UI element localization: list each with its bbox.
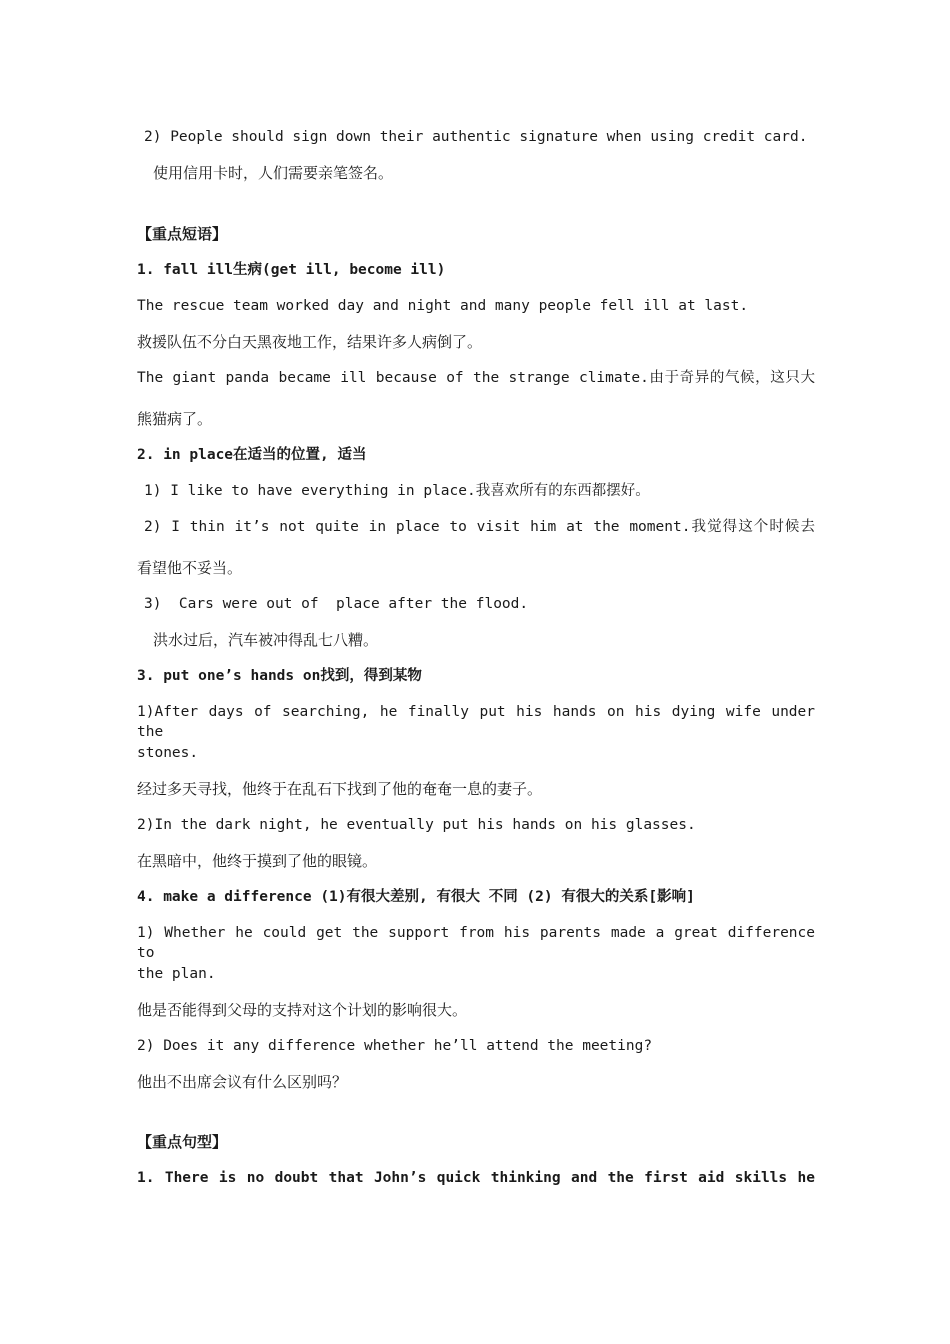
section-heading-key-sentences: 【重点句型】 [137,1133,228,1151]
example-line: stones. [137,745,199,761]
translation-line: 在黑暗中，他终于摸到了他的眼镜。 [137,852,378,870]
example-line: 2)In the dark night, he eventually put his hands on his glasses. [137,817,696,833]
example-line: 1) I like to have everything in place.我喜欢所有的东西都摆好。 [144,483,650,499]
example-line: the plan. [137,966,216,982]
example-line: 2) I thin it’s not quite in place to visit him at the moment.我觉得这个时候去 [144,519,815,535]
phrase-title: 1. fall ill生病(get ill, become ill) [137,262,446,278]
sentence-line: 1. There is no doubt that John’s quick thinking and the first aid skills he [137,1170,815,1186]
example-line: The rescue team worked day and night and many people fell ill at last. [137,298,749,314]
phrase-title: 4. make a difference (1)有很大差别, 有很大 不同 (2) 有很大的关系[影响] [137,889,695,905]
example-line: 1)After days of searching, he finally put his hands on his dying wife under the [137,704,815,740]
translation-line: 他出不出席会议有什么区别吗？ [137,1073,348,1091]
translation-line: 经过多天寻找，他终于在乱石下找到了他的奄奄一息的妻子。 [137,780,543,798]
example-line: 2) People should sign down their authentic signature when using credit card. [144,129,808,145]
translation-line: 洪水过后，汽车被冲得乱七八糟。 [153,631,379,649]
example-line: 2) Does it any difference whether he’ll attend the meeting? [137,1038,653,1054]
section-heading-key-phrases: 【重点短语】 [137,225,228,243]
translation-line: 熊猫病了。 [137,410,213,428]
phrase-title: 2. in place在适当的位置, 适当 [137,447,367,463]
translation-line: 看望他不妥当。 [137,559,243,577]
example-line: 1) Whether he could get the support from his parents made a great difference to [137,925,815,961]
phrase-title: 3. put one’s hands on找到，得到某物 [137,668,422,684]
example-line: The giant panda became ill because of the strange climate.由于奇异的气候，这只大 [137,370,815,386]
translation-line: 他是否能得到父母的支持对这个计划的影响很大。 [137,1001,468,1019]
translation-line: 救援队伍不分白天黑夜地工作，结果许多人病倒了。 [137,333,483,351]
example-line: 3) Cars were out of place after the flood. [144,596,529,612]
translation-line: 使用信用卡时，人们需要亲笔签名。 [153,164,394,182]
